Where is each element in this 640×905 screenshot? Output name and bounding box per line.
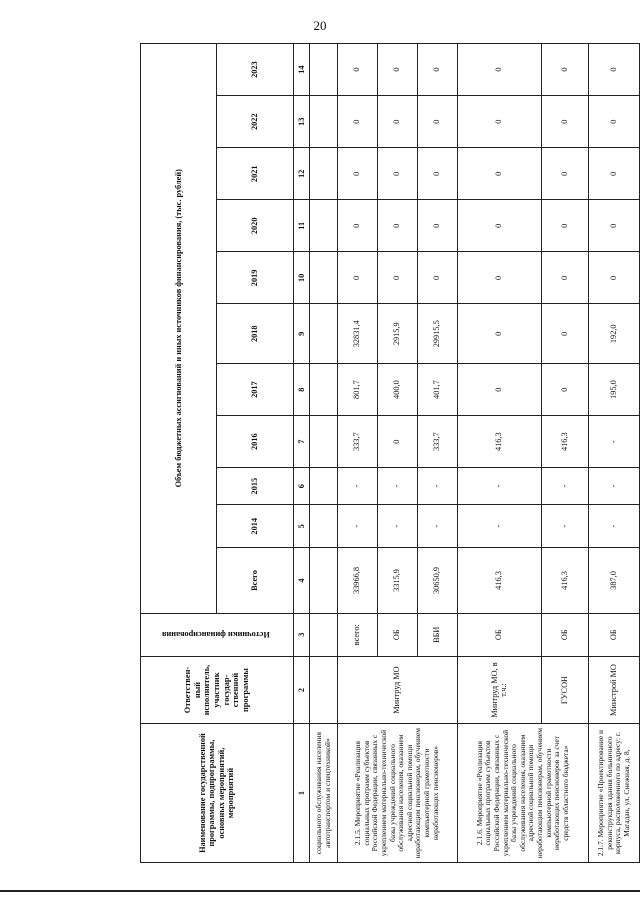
year-value: 0 xyxy=(377,148,417,200)
program-name: 2.1.5. Мероприятие «Реализация социальных программ субъектов Российской Федерации, связанных с укреплением материально-технической базы учреждений социального обслуживания населения, оказанием адресной социальной помощи неработающим пенсионерам, обучением компьютерной грамотности неработающих пенсионеров» xyxy=(337,724,457,863)
funding-source: ОБ xyxy=(457,613,541,656)
year-value: - xyxy=(377,505,417,548)
year-value: 0 xyxy=(337,148,377,200)
year-value: - xyxy=(337,468,377,505)
header-year-7: 2021 xyxy=(217,148,293,200)
year-value: 416,3 xyxy=(457,416,541,468)
year-value: 0 xyxy=(541,364,589,416)
year-value xyxy=(310,416,337,468)
year-value xyxy=(310,200,337,252)
year-value: 0 xyxy=(457,96,541,148)
year-value: - xyxy=(589,416,640,468)
year-value: - xyxy=(541,505,589,548)
total-value: 33966,8 xyxy=(337,548,377,613)
funding-source: ОБ xyxy=(589,613,640,656)
year-value: 333,7 xyxy=(337,416,377,468)
header-source xyxy=(141,613,294,656)
column-number-12: 13 xyxy=(293,96,310,148)
year-value xyxy=(310,505,337,548)
header-year-9: 2023 xyxy=(217,44,293,96)
header-row-numbers xyxy=(293,44,310,863)
year-value: 0 xyxy=(457,44,541,96)
header-responsible: Ответствен-ный исполнитель, участник государ-ственной программы xyxy=(141,656,294,723)
header-year-8: 2022 xyxy=(217,96,293,148)
year-value: 0 xyxy=(457,148,541,200)
funding-source xyxy=(310,613,337,656)
column-number-8: 9 xyxy=(293,304,310,364)
year-value: 801,7 xyxy=(337,364,377,416)
column-number-5: 6 xyxy=(293,468,310,505)
year-value: 0 xyxy=(457,200,541,252)
funding-source: ОБ xyxy=(377,613,417,656)
year-value: - xyxy=(589,505,640,548)
year-value: 192,0 xyxy=(589,304,640,364)
year-value: 0 xyxy=(541,44,589,96)
funding-source: всего: xyxy=(337,613,377,656)
year-value: 416,3 xyxy=(541,416,589,468)
program-name: социального обслуживания населения автотранспортом и спецтехникой» xyxy=(310,724,337,863)
year-value: 0 xyxy=(541,200,589,252)
year-value: 0 xyxy=(541,252,589,304)
header-group: Объем бюджетных ассигнований и иных источников финансирования, (тыс. рублей) xyxy=(141,44,217,614)
year-value xyxy=(310,468,337,505)
year-value: 0 xyxy=(337,44,377,96)
year-value: 333,7 xyxy=(417,416,457,468)
year-value: 0 xyxy=(589,200,640,252)
program-name: 2.1.7. Мероприятие «Проектирование и реконструкция здания больничного корпуса, расположенного по адресу: г. Магадан, ул. Снежная, д. 8, xyxy=(589,724,640,863)
total-value: 416,3 xyxy=(457,548,541,613)
year-value: - xyxy=(457,468,541,505)
year-value: - xyxy=(417,468,457,505)
year-value xyxy=(310,148,337,200)
year-value: 0 xyxy=(457,364,541,416)
column-number-10: 11 xyxy=(293,200,310,252)
year-value: 29915,5 xyxy=(417,304,457,364)
total-value: 30650,9 xyxy=(417,548,457,613)
year-value: 0 xyxy=(377,96,417,148)
year-value: 32831,4 xyxy=(337,304,377,364)
total-value xyxy=(310,548,337,613)
year-value: 0 xyxy=(417,44,457,96)
total-value: 416,3 xyxy=(541,548,589,613)
year-value: 0 xyxy=(337,200,377,252)
year-value: 0 xyxy=(589,148,640,200)
column-number-13: 14 xyxy=(293,44,310,96)
year-value: 0 xyxy=(337,252,377,304)
year-value: - xyxy=(457,505,541,548)
year-value: 0 xyxy=(377,44,417,96)
column-number-9: 10 xyxy=(293,252,310,304)
responsible-executor: ГУСОН xyxy=(541,656,589,723)
year-value: 0 xyxy=(457,304,541,364)
table-row xyxy=(589,44,640,863)
year-value: 0 xyxy=(377,416,417,468)
table-row xyxy=(457,44,541,863)
year-value xyxy=(310,304,337,364)
year-value: 0 xyxy=(589,96,640,148)
year-value xyxy=(310,96,337,148)
year-value: - xyxy=(417,505,457,548)
year-value: 0 xyxy=(417,148,457,200)
year-value: 0 xyxy=(337,96,377,148)
header-row-1 xyxy=(141,44,217,863)
footer-rule xyxy=(0,890,640,892)
funding-source: ВБИ xyxy=(417,613,457,656)
column-number-6: 7 xyxy=(293,416,310,468)
year-value: - xyxy=(377,468,417,505)
header-year-2: 2016 xyxy=(217,416,293,468)
year-value: 0 xyxy=(417,252,457,304)
budget-table-wrapper xyxy=(140,43,640,863)
year-value: 0 xyxy=(541,96,589,148)
header-year-5: 2019 xyxy=(217,252,293,304)
year-value: - xyxy=(589,468,640,505)
responsible-executor xyxy=(310,656,337,723)
year-value: 400,0 xyxy=(377,364,417,416)
program-name: 2.1.6. Мероприятие «Реализация социальных программ субъектов Российской Федерации, связанных с укреплением материально-технической базы учреждений социального обслуживания населения, оказанием адресной социальной помощи неработающим пенсионерам, обучением компьютерной грамотности неработающих пенсионеров за счет средств областного бюджета» xyxy=(457,724,589,863)
header-name: Наименование государственной программы, подпрограммы, основных мероприятий, мероприятий xyxy=(141,724,294,863)
year-value: 0 xyxy=(377,252,417,304)
year-value: 195,0 xyxy=(589,364,640,416)
responsible-executor: Минстрой МО xyxy=(589,656,640,723)
header-year-4: 2018 xyxy=(217,304,293,364)
header-year-0: 2014 xyxy=(217,505,293,548)
year-value xyxy=(310,44,337,96)
responsible-executor: Минтруд МО, в т.ч.: xyxy=(457,656,541,723)
year-value: 0 xyxy=(589,44,640,96)
budget-table xyxy=(140,43,640,863)
table-row xyxy=(310,44,337,863)
header-year-1: 2015 xyxy=(217,468,293,505)
year-value: 401,7 xyxy=(417,364,457,416)
column-number-2: 3 xyxy=(293,613,310,656)
funding-source: ОБ xyxy=(541,613,589,656)
table-body xyxy=(141,44,640,863)
year-value: 0 xyxy=(589,252,640,304)
header-total: Всего xyxy=(217,548,293,613)
year-value: 0 xyxy=(457,252,541,304)
year-value: 0 xyxy=(417,96,457,148)
year-value: - xyxy=(541,468,589,505)
year-value: 0 xyxy=(541,304,589,364)
year-value: - xyxy=(337,505,377,548)
column-number-4: 5 xyxy=(293,505,310,548)
column-number-0: 1 xyxy=(293,724,310,863)
year-value: 0 xyxy=(417,200,457,252)
header-source-text: Источники финансирования xyxy=(161,630,270,640)
header-year-3: 2017 xyxy=(217,364,293,416)
year-value: 0 xyxy=(541,148,589,200)
total-value: 3315,9 xyxy=(377,548,417,613)
year-value: 2915,9 xyxy=(377,304,417,364)
column-number-1: 2 xyxy=(293,656,310,723)
total-value: 387,0 xyxy=(589,548,640,613)
column-number-11: 12 xyxy=(293,148,310,200)
table-row xyxy=(337,44,377,863)
year-value xyxy=(310,364,337,416)
year-value xyxy=(310,252,337,304)
page-number: 20 xyxy=(313,18,327,33)
year-value: 0 xyxy=(377,200,417,252)
column-number-3: 4 xyxy=(293,548,310,613)
column-number-7: 8 xyxy=(293,364,310,416)
responsible-executor: Минтруд МО xyxy=(337,656,457,723)
header-year-6: 2020 xyxy=(217,200,293,252)
